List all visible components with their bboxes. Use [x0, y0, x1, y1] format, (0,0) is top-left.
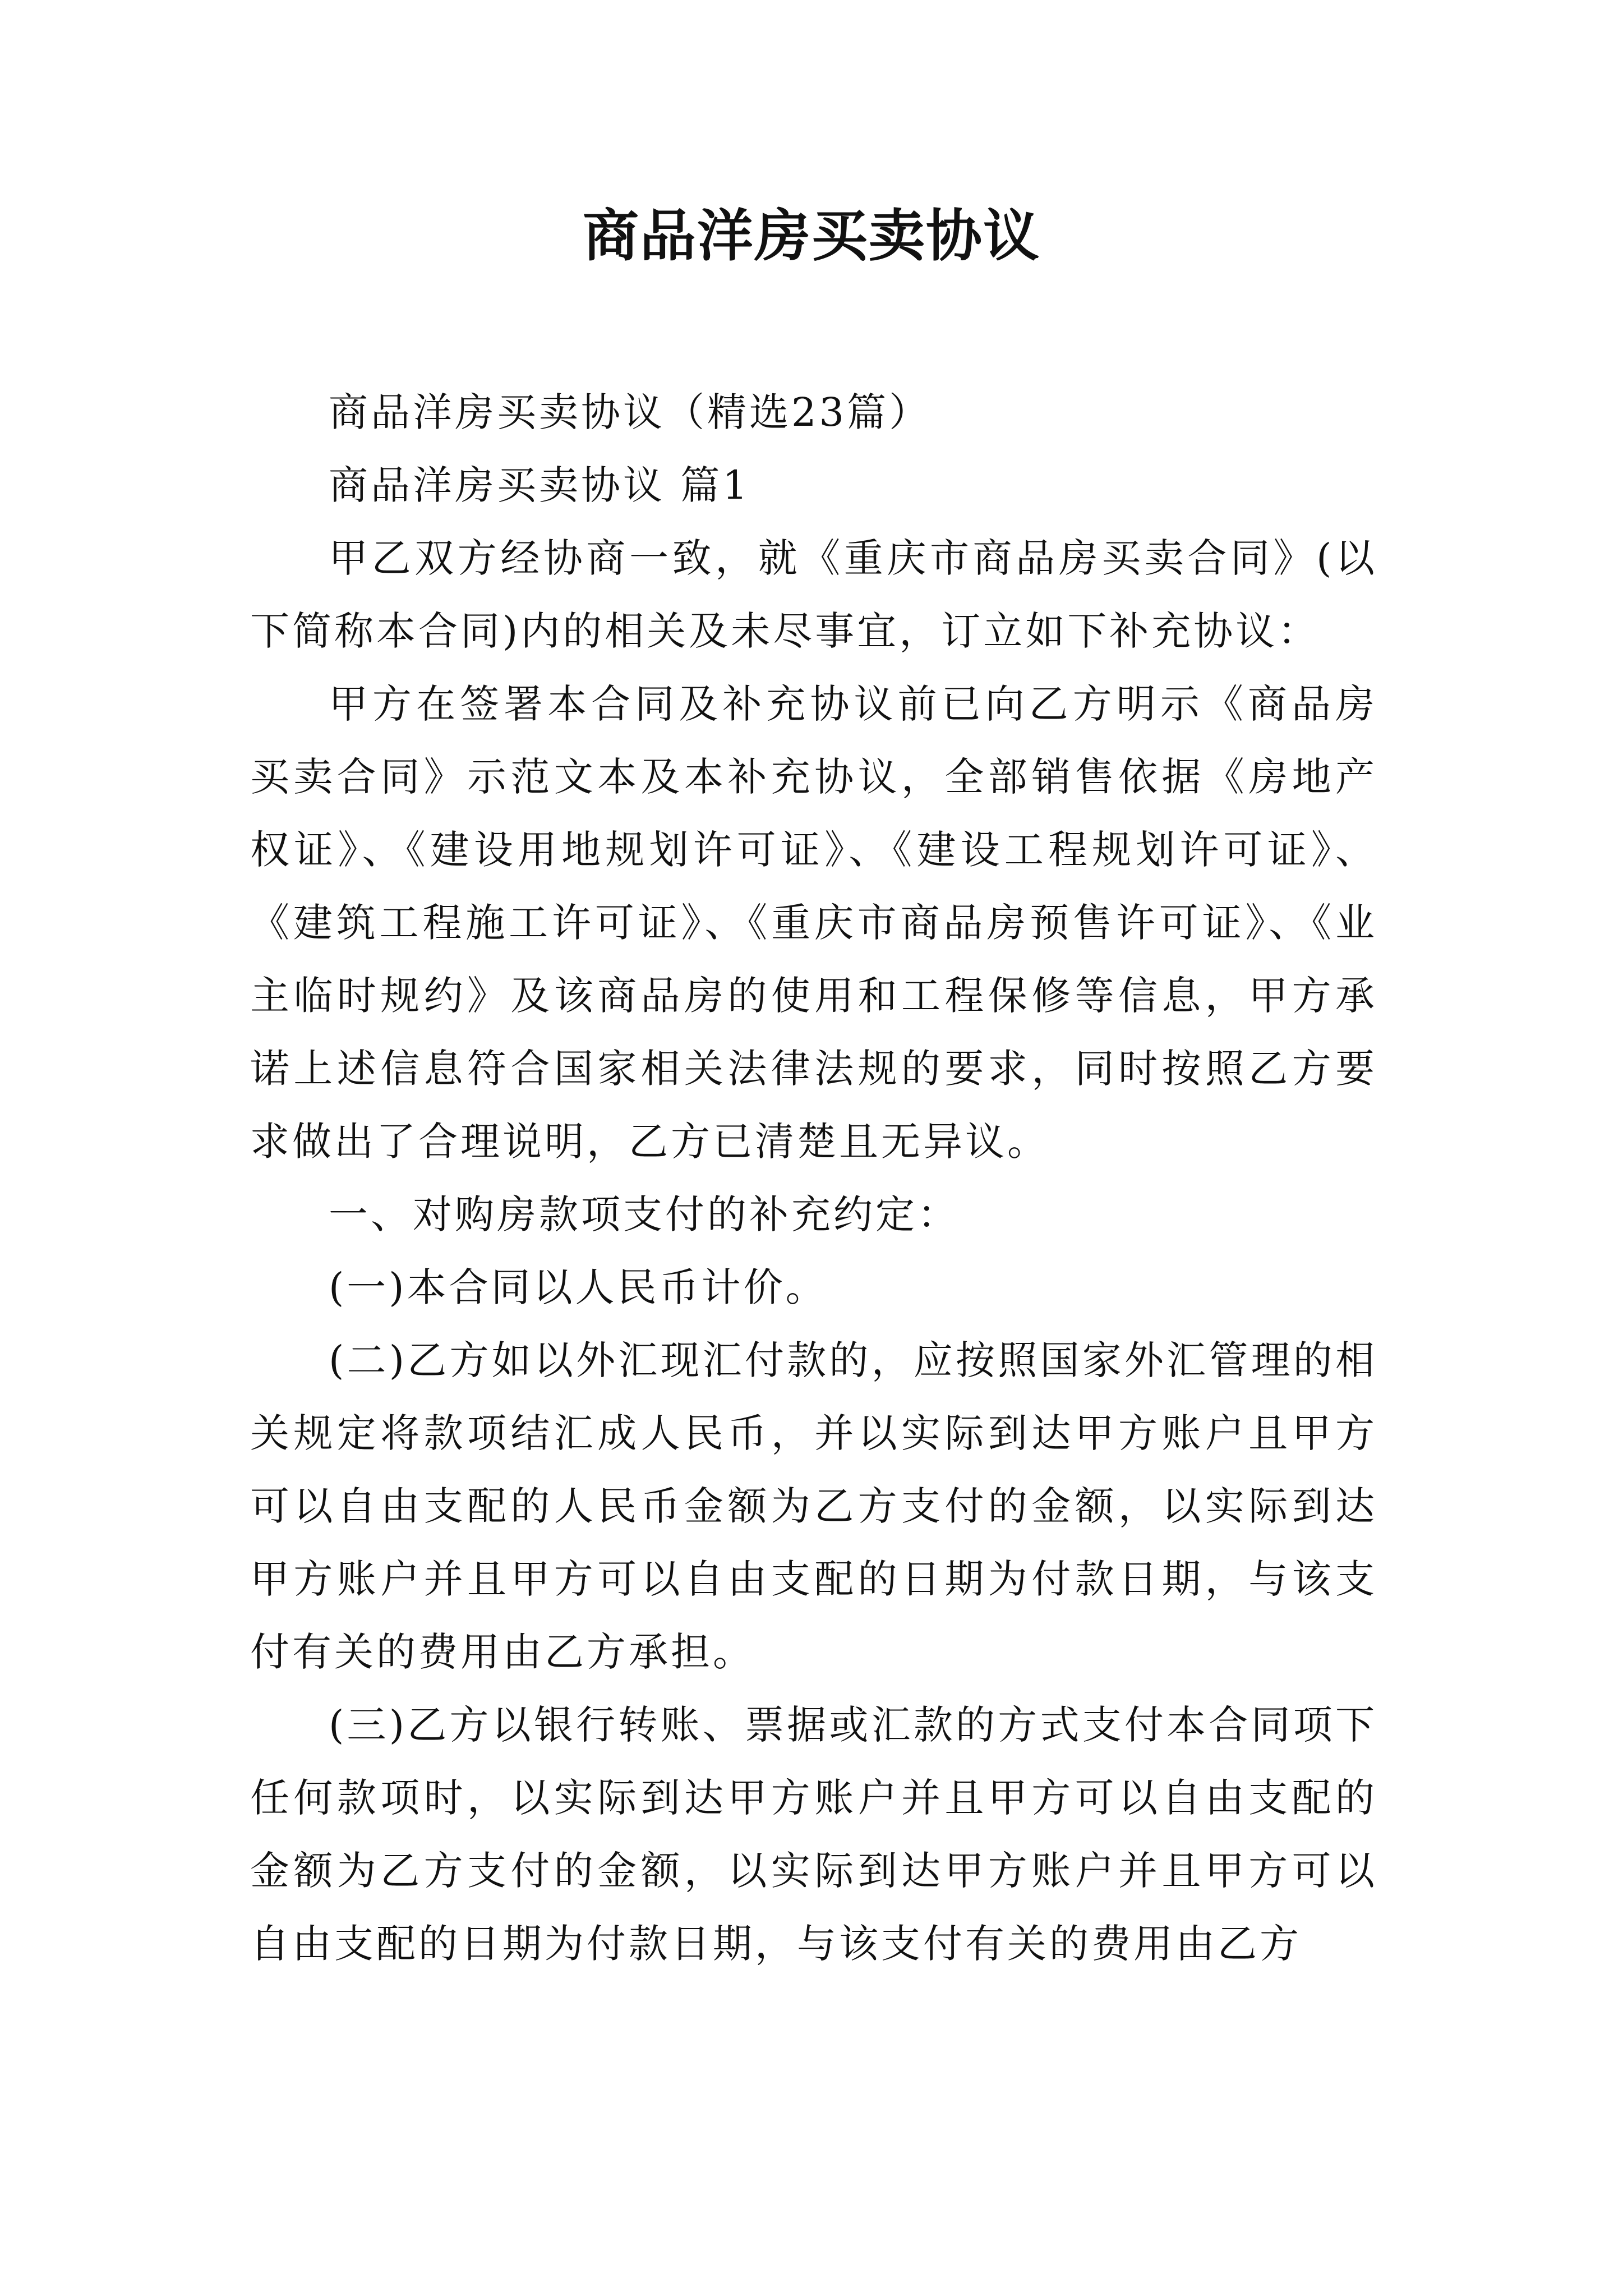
paragraph: 甲乙双方经协商一致，就《重庆市商品房买卖合同》(以下简称本合同)内的相关及未尽事宜，订立如下补充协议：: [250, 535, 1377, 654]
document-body: [250, 376, 1377, 1980]
paragraph: 甲方在签署本合同及补充协议前已向乙方明示《商品房买卖合同》示范文本及本补充协议，全部销售依据《房地产权证》、《建设用地规划许可证》、《建设工程规划许可证》、《建筑工程施工许可证》、《重庆市商品房预售许可证》、《业主临时规约》及该商品房的使用和工程保修等信息，甲方承诺上述信息符合国家相关法律法规的要求，同时按照乙方要求做出了合理说明，乙方已清楚且无异议。: [250, 681, 1377, 1165]
clause-item: (二)乙方如以外汇现汇付款的，应按照国家外汇管理的相关规定将款项结汇成人民币，并以实际到达甲方账户且甲方可以自由支配的人民币金额为乙方支付的金额，以实际到达甲方账户并且甲方可以自由支配的日期为付款日期，与该支付有关的费用由乙方承担。: [250, 1337, 1377, 1675]
clause-item: (三)乙方以银行转账、票据或汇款的方式支付本合同项下任何款项时，以实际到达甲方账户并且甲方可以自由支配的金额为乙方支付的金额，以实际到达甲方账户并且甲方可以自由支配的日期为付款日期，与该支付有关的费用由乙方: [250, 1702, 1377, 1967]
document-title: 商品洋房买卖协议: [583, 203, 1040, 269]
section-heading: 商品洋房买卖协议 篇1: [329, 462, 750, 508]
clause-item: (一)本合同以人民币计价。: [329, 1264, 828, 1310]
document-subtitle: 商品洋房买卖协议（精选23篇）: [329, 389, 932, 435]
clause-heading: 一、对购房款项支付的补充约定：: [329, 1191, 960, 1237]
